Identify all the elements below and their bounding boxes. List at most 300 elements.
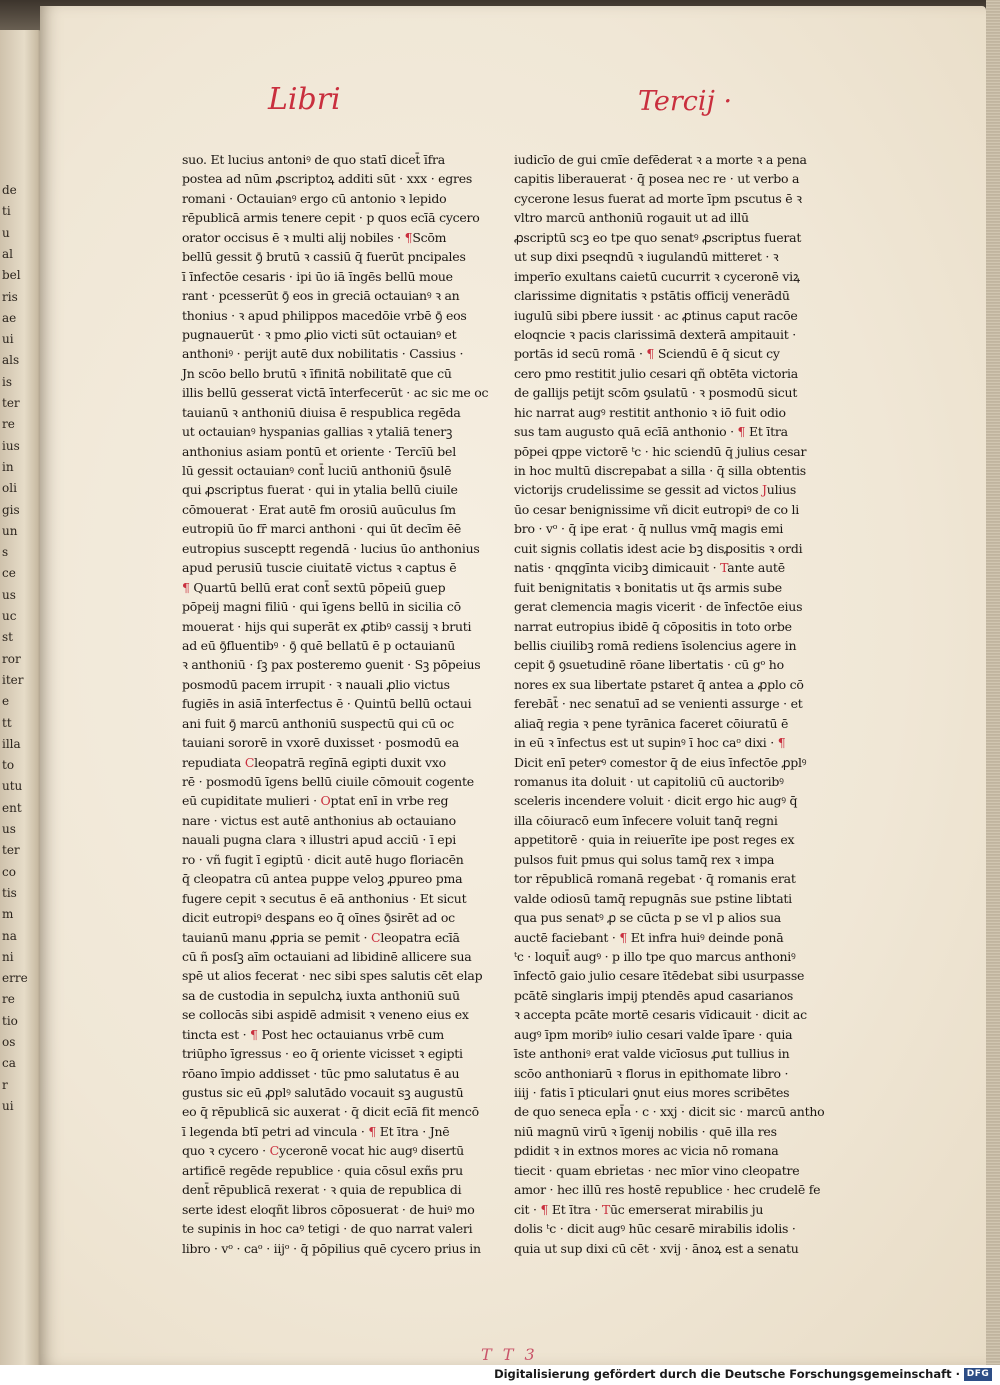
text-line — [182, 150, 450, 169]
text-line — [514, 753, 807, 772]
text-segment: bro · vᵒ · q̄ ipe erat · q̄ nullus vmq̄ magis emi — [514, 521, 784, 537]
text-segment: aliaq̄ regia ꝛ pene tyrānica faceret cōiuratū ē — [514, 715, 789, 731]
text-line — [182, 169, 473, 188]
text-segment: ptat enī in vrbe reg — [330, 793, 449, 809]
text-line — [514, 519, 796, 538]
text-line — [514, 1025, 796, 1044]
digitization-footer — [0, 1365, 1000, 1385]
previous-page-edge — [0, 30, 44, 1370]
text-line — [514, 811, 796, 830]
text-line — [182, 1083, 464, 1102]
left-page-fragment: re — [2, 417, 15, 432]
text-segment: ut sup dixi pseqndū ꝛ iugulandū mitteret · ꝛ — [514, 249, 779, 265]
rubric-mark: ¶ — [182, 579, 190, 595]
text-segment: eloqncie ꝛ pacis clarissimā dexterā ampitauit · — [514, 326, 796, 342]
text-segment: leopatra ecīā — [380, 929, 460, 945]
text-segment: quo ꝛ cycero · — [182, 1143, 270, 1159]
text-segment: tauianū ꝛ anthoniū diuisa ē respublica regēda — [182, 404, 461, 420]
left-page-fragment: st — [2, 630, 13, 645]
text-line — [514, 1044, 796, 1063]
text-segment: pcātē singlaris impij ptendēs apud casarianos — [514, 987, 794, 1003]
text-segment: tor rēpublicā romanā regebat · q̄ romanis erat — [514, 871, 796, 887]
text-line — [514, 655, 796, 674]
text-segment: nores ex sua libertate pstaret q̄ antea a ꝓplo cō — [514, 676, 804, 692]
left-page-fragment: tt — [2, 715, 12, 730]
text-segment: cit · — [514, 1201, 541, 1217]
text-segment: Et ītra · Jnē — [376, 1123, 450, 1139]
left-page-fragment: is — [2, 374, 12, 389]
text-segment: pugnauerūt · ꝛ pmo ꝓlio victi sūt octauianꝰ et — [182, 326, 457, 342]
text-segment: repudiata — [182, 754, 245, 770]
text-segment: gustus sic eū ꝓplꝰ salutādo vocauit sꝫ augustū — [182, 1085, 464, 1100]
text-segment: niū magnū virū ꝛ īgenij nobilis · quē illa res — [514, 1123, 777, 1139]
left-page-fragment: illa — [2, 736, 21, 751]
left-page-fragment: e — [2, 694, 10, 709]
text-line — [182, 947, 472, 966]
text-line — [182, 1200, 475, 1219]
left-page-fragment: co — [2, 864, 16, 879]
text-segment: sceleris incendere voluit · dicit ergo hic augꝰ q̄ — [514, 793, 798, 809]
text-segment: gerat clemencia magis vicerit · de īnfectōe eius — [514, 599, 803, 615]
left-page-fragment: gis — [2, 502, 20, 517]
text-segment: leopatrā regīnā egipti duxit vxo — [254, 754, 446, 770]
text-segment: ꝓscriptū scꝫ eo tpe quo senatꝰ ꝓscriptus fuerat — [514, 229, 802, 245]
text-segment: Et ītra · — [548, 1201, 602, 1217]
text-segment: orator occisus ē ꝛ multi alij nobiles · — [182, 229, 405, 245]
left-page-fragment: iter — [2, 672, 24, 687]
text-line — [182, 539, 480, 558]
text-column-right — [514, 150, 825, 1258]
text-line — [182, 733, 460, 752]
text-segment: hic narrat augꝰ restitit anthonio ꝛ iō fuit odio — [514, 404, 786, 420]
text-line — [182, 1044, 463, 1063]
footer-credit: Digitalisierung gefördert durch die Deutsche Forschungsgemeinschaft · — [494, 1367, 960, 1381]
text-segment: Sciendū ē q̄ sicut cy — [654, 346, 780, 362]
text-line — [182, 617, 472, 636]
text-line — [182, 636, 456, 655]
rubric-mark: C — [244, 754, 255, 770]
text-segment: ani fuit ꝯ̄ marcū anthoniū suspectū qui cū oc — [182, 715, 454, 731]
text-segment: illis bellū gesserat victā īnterfecerūt · ac sic me oc — [182, 385, 489, 401]
text-line — [514, 908, 796, 927]
text-line — [514, 344, 796, 363]
left-page-fragment: oli — [2, 481, 17, 496]
text-segment: fuit benignitatis ꝛ bonitatis ut q̄s armis sube — [514, 579, 782, 595]
text-segment: Dicit enī peterꝰ comestor q̄ de eius īnfectōe ꝓplꝰ — [514, 754, 807, 770]
text-segment: ī legenda btī petri ad vincula · — [182, 1123, 369, 1139]
text-line — [514, 617, 796, 636]
text-line — [514, 1141, 796, 1160]
left-page-fragment: ror — [2, 651, 21, 666]
text-line — [182, 1122, 450, 1141]
text-segment: apud perusiū tuscie ciuitatē victus ꝛ captus ē — [182, 560, 457, 576]
text-segment: te supinis in hoc caꝰ tetigi · de quo narrat valeri — [182, 1221, 473, 1237]
text-segment: se collocās sibi aspidē admisit ꝛ veneno eius ex — [182, 1007, 469, 1023]
text-line — [182, 791, 450, 810]
text-segment: ī īnfectōe cesaris · ipi ūo iā īngēs bellū moue — [182, 268, 453, 284]
running-head-left: Libri — [268, 82, 341, 117]
text-segment: augꝰ īpm moribꝰ iulio cesari valde īpare · quia — [514, 1026, 793, 1042]
text-segment: lū gessit octauianꝰ cont̄ luciū anthoniū ꝯ̄sulē — [182, 463, 452, 478]
left-page-fragment: in — [2, 459, 14, 474]
rubric-mark: ¶ — [777, 735, 786, 751]
text-segment: qua pus senatꝰ ꝓ se cūcta p se vl p alios sua — [514, 910, 781, 926]
rubric-mark: ¶ — [368, 1123, 377, 1139]
text-segment: spē ut alios fecerat · nec sibi spes salutis cēt elap — [182, 968, 483, 984]
text-line — [514, 150, 807, 169]
text-line — [182, 403, 461, 422]
text-segment: pulsos fuit pmus qui solus tamq̄ rex ꝛ impa — [514, 851, 775, 867]
text-segment: cōmouerat · Erat autē fm orosiū auūculus ſm — [182, 501, 456, 517]
text-line — [514, 247, 796, 266]
text-line — [514, 772, 796, 791]
text-segment: Scōm — [412, 229, 447, 245]
text-line — [514, 1239, 799, 1258]
text-segment: dicit eutropiꝰ desꝑans eo q̄ oīnes ꝯ̄sirēt ad oc — [182, 910, 455, 926]
text-segment: yceronē vocat hic augꝰ disertū — [278, 1143, 464, 1159]
text-segment: romani · Octauianꝰ ergo cū antonio ꝛ lepido — [182, 190, 447, 206]
left-page-fragment: u — [2, 225, 10, 240]
left-page-fragment: als — [2, 353, 20, 368]
text-line — [514, 850, 796, 869]
text-line — [182, 208, 480, 227]
text-segment: nauali pugna clara ꝛ illustri apud acciū · ī epi — [182, 832, 456, 848]
left-page-fragment: erre — [2, 971, 28, 986]
text-segment: pdidit ꝛ in extnos mores ac vicia nō romana — [514, 1143, 779, 1159]
text-line — [514, 403, 796, 422]
left-page-fragment: re — [2, 992, 15, 1007]
text-segment: valde odiosū tamq̄ repugnās sue pstine libtati — [514, 890, 792, 906]
text-line — [182, 772, 474, 791]
text-segment: artificē regēde republice · quia cōsul exñs pru — [182, 1162, 463, 1178]
left-page-fragment: al — [2, 246, 13, 261]
text-segment: serte idest eloqñt libros cōposuerat · de huiꝰ mo — [182, 1201, 475, 1217]
text-line — [514, 267, 800, 286]
text-segment: Quartū bellū erat cont̄ sextū pōpeiū guep — [189, 579, 446, 595]
text-line — [182, 461, 450, 480]
text-segment: rē · posmodū īgens bellū ciuile cōmouit cogente — [182, 774, 474, 789]
text-segment: Et ītra — [745, 424, 788, 440]
left-page-fragment: de — [2, 183, 17, 197]
text-line — [514, 1122, 796, 1141]
text-line — [182, 422, 453, 441]
text-segment: q̄ cleopatra cū antea puppe veloꝫ ꝓpureo pma — [182, 871, 463, 887]
left-page-fragment: m — [2, 907, 14, 922]
text-segment: vltro marcū anthoniū rogauit ut ad illū — [514, 210, 749, 226]
text-segment: capitis liberauerat · q̄ posea nec re · ut verbo a — [514, 171, 800, 187]
left-page-fragment: uc — [2, 609, 17, 623]
text-segment: ut octauianꝰ hyspanias gallias ꝛ ytaliā tenerꝫ — [182, 424, 453, 440]
text-line — [182, 1180, 462, 1199]
text-segment: appetitorē · quia in reiuerīte ipe post reges ex — [514, 832, 795, 848]
rubric-mark: ¶ — [619, 929, 628, 945]
text-line — [514, 694, 803, 713]
rubric-mark: J — [762, 482, 767, 498]
left-page-fragment: utu — [2, 779, 23, 794]
text-segment: ad eū ꝯ̄fluentibꝰ · ꝯ̄ quē bellatū ē p octauianū — [182, 637, 456, 653]
text-segment: īste anthoniꝰ erat valde vicīosus ꝓut tullius in — [514, 1046, 790, 1062]
text-segment: eutropiū ūo fr̄ marci anthoni · qui ūt decīm ēē — [182, 521, 462, 537]
text-segment: ᵗc · loquit̄ augꝰ · p illo tpe quo marcus anthoniꝰ — [514, 948, 796, 964]
text-line — [182, 850, 464, 869]
text-line — [182, 558, 457, 577]
text-segment: illa cōiuracō eum īnfecere voluit tanq̄ regni — [514, 812, 778, 828]
text-segment: suo. Et lucius antoniꝰ de quo statī dicet̄ īfra — [182, 152, 445, 167]
left-page-fragment: us — [2, 587, 16, 602]
text-line — [182, 383, 489, 402]
text-segment: fugiēs in asiā īnterfectus ē · Quintū bellū octaui — [182, 696, 472, 712]
text-segment: imperīo exultans caietū cucurrit ꝛ cyceronē viꝝ — [514, 268, 800, 284]
text-segment: clarissime dignitatis ꝛ pstātis officij venerādū — [514, 288, 790, 304]
text-segment: posmodū pacem irrupit · ꝛ nauali ꝓlio victus — [182, 676, 450, 692]
rubric-mark: ¶ — [646, 346, 655, 362]
text-segment: tiecit · quam ebrietas · nec mīor vino cleopatre — [514, 1162, 800, 1178]
text-segment: amor · hec illū res hostē republice · hec crudelē fe — [514, 1182, 821, 1198]
text-line — [514, 1161, 800, 1180]
rubric-mark: T — [720, 560, 728, 576]
rubric-mark: T — [601, 1201, 610, 1217]
text-segment: sus tam augusto quā ecīā anthonio · — [514, 424, 738, 440]
text-line — [514, 442, 807, 461]
left-page-fragment: tio — [2, 1013, 18, 1028]
text-segment: natis · qnqgīnta vicibꝫ dimicauit · — [514, 560, 721, 576]
text-line — [182, 753, 450, 772]
text-segment: ꝛ anthoniū · ſꝫ pax posteremo ꝯuenit · Sꝫ pōpeius — [182, 657, 481, 673]
text-line — [182, 889, 467, 908]
left-page-fragment: ca — [2, 1056, 16, 1071]
text-segment: eū cupiditate mulieri · — [182, 793, 321, 809]
text-line — [182, 966, 483, 985]
text-segment: īnfectō gaio julio cesare ītēdebat sibi usurpasse — [514, 968, 805, 984]
rubric-mark: ¶ — [250, 1026, 258, 1042]
text-segment: eutropius susceptt regendā · lucius ūo anthonius — [182, 540, 480, 556]
text-line — [182, 247, 466, 266]
text-line — [514, 597, 803, 616]
text-segment: auctē faciebant · — [514, 929, 620, 945]
text-segment: ante autē — [727, 560, 785, 576]
text-segment: dent̄ rēpublicā rexerat · ꝛ quia de republica di — [182, 1182, 462, 1198]
text-segment: tauianū manu ꝓpria se pemit · — [182, 929, 371, 945]
text-segment: libro · vᵒ · caᵒ · iijᵒ · q̄ pōpilius quē cycero prius in — [182, 1240, 481, 1256]
left-page-fragment: ni — [2, 949, 14, 964]
rubric-mark: C — [269, 1143, 279, 1159]
rubric-mark: ¶ — [404, 229, 413, 245]
text-line — [514, 539, 803, 558]
left-page-fragment: ris — [2, 289, 18, 304]
text-segment: iudicīo de gui cmīe defēderat ꝛ a morte ꝛ a pena — [514, 152, 807, 167]
text-segment: sa de custodia in sepulchꝝ iuxta anthoniū suū — [182, 987, 460, 1003]
text-segment: anthonius asiam pontū et oriente · Tercīū bel — [182, 443, 456, 459]
left-page-fragment: ce — [2, 566, 16, 581]
text-segment: fugere cepit ꝛ secutus ē eā anthonius · Et sicut — [182, 890, 467, 906]
text-line — [514, 889, 796, 908]
text-line — [182, 442, 456, 461]
left-page-fragment: na — [2, 928, 17, 943]
text-line — [182, 908, 455, 927]
text-segment: pōpeij magni filiū · qui īgens bellū in sicilia cō — [182, 599, 461, 615]
text-segment: eo q̄ rēpublicā sic auxerat · q̄ dicit ecīā fit mencō — [182, 1104, 479, 1120]
left-page-fragment: ius — [2, 438, 20, 453]
text-segment: bellū gessit ꝯ̄ brutū ꝛ cassiū q̄ fuerūt pncipales — [182, 249, 466, 265]
text-line — [182, 228, 450, 247]
left-page-fragment: to — [2, 758, 15, 773]
text-line — [182, 1239, 481, 1258]
left-page-fragment: ae — [2, 310, 17, 325]
text-line — [182, 694, 472, 713]
left-page-fragment: us — [2, 822, 16, 836]
text-line — [182, 830, 456, 849]
left-page-fragment: ui — [2, 1098, 14, 1113]
text-segment: ro · vñ fugit ī egiptū · dicit autē hugo floriacēn — [182, 851, 464, 867]
text-segment: bellis ciuilibꝫ romā rediens īsolencius agere in — [514, 637, 797, 653]
text-line — [514, 306, 796, 325]
text-segment: pōpei qppe victorē ᵗc · hic sciendū q̄ julius cesar — [514, 443, 807, 459]
text-line — [182, 306, 467, 325]
text-segment: rēpublicā armis tenere cepit · p quos ecīā cycero — [182, 210, 480, 226]
text-line — [182, 714, 454, 733]
text-line — [514, 1102, 825, 1121]
text-line — [514, 733, 796, 752]
text-segment: ꝛ accepta pcāte mortē cesaris vīdicauit · dicit ac — [514, 1007, 807, 1023]
text-segment: ūo cesar benignissime vñ dicit eutropiꝰ de co li — [514, 501, 799, 517]
text-line — [182, 1005, 469, 1024]
rubric-mark: ¶ — [540, 1201, 549, 1217]
rubric-mark: O — [320, 793, 331, 809]
text-segment: victorijs crudelissime se gessit ad victos — [514, 482, 763, 498]
text-line — [182, 325, 457, 344]
dfg-logo: DFG — [964, 1368, 992, 1381]
text-line — [514, 364, 796, 383]
left-page-fragment: ti — [2, 204, 11, 219]
text-line — [182, 480, 458, 499]
rubric-mark: ¶ — [737, 424, 746, 440]
text-line — [182, 597, 461, 616]
text-segment: in hoc multū discrepabat a silla · q̄ silla obtentis — [514, 463, 806, 478]
text-line — [514, 558, 796, 577]
text-line — [514, 714, 796, 733]
text-segment: tauiani sororē in vxorē duxisset · posmodū ea — [182, 735, 460, 751]
text-line — [514, 1083, 796, 1102]
text-line — [182, 364, 450, 383]
text-line — [182, 344, 464, 363]
text-line — [514, 208, 796, 227]
left-page-fragment: bel — [2, 268, 21, 283]
text-segment: de quo seneca epl̄a · c · xxj · dicit sic · marcū antho — [514, 1104, 825, 1120]
text-line — [514, 966, 805, 985]
text-line — [182, 1161, 463, 1180]
text-segment: iiij · fatis ī pticulari ꝯnut eius mores scribētes — [514, 1085, 790, 1100]
text-line — [182, 869, 463, 888]
text-segment: Post hec octauianus vrbē cum — [257, 1026, 445, 1042]
text-segment: quia ut sup dixi cū cēt · xvij · ānoꝝ est a senatu — [514, 1240, 799, 1256]
page-fore-edge — [986, 0, 1000, 1365]
text-segment: rant · pcesserūt ꝯ̄ eos in greciā octauianꝰ ꝛ an — [182, 288, 460, 304]
text-segment: qui ꝓscriptus fuerat · qui in ytalia bellū ciuile — [182, 482, 458, 498]
text-line — [182, 655, 481, 674]
text-segment: narrat eutropius ibidē q̄ cōpositis in toto orbe — [514, 618, 792, 634]
left-page-fragment: s — [2, 545, 9, 560]
text-column-left — [182, 150, 489, 1258]
text-segment: ulius — [766, 482, 797, 498]
text-segment: iugulū sibi pbere iussit · ac ꝓtinus caput racōe — [514, 307, 798, 323]
text-line — [182, 811, 456, 830]
text-segment: ferebāt̄ · nec senatuī ad se venienti assurge · et — [514, 696, 803, 712]
text-line — [514, 928, 796, 947]
text-line — [182, 286, 460, 305]
left-page-fragment: r — [2, 1077, 8, 1092]
text-line — [514, 1200, 796, 1219]
left-page-fragment: ter — [2, 396, 20, 410]
left-page-fragment: tis — [2, 885, 17, 900]
text-line — [514, 325, 796, 344]
text-line — [514, 461, 806, 480]
signature-mark: T T 3 — [481, 1345, 538, 1364]
text-line — [514, 500, 799, 519]
left-page-fragment: ter — [2, 843, 20, 858]
text-line — [514, 189, 802, 208]
text-line — [514, 169, 800, 188]
text-segment: mouerat · hijs qui superāt ex ꝓtibꝰ cassij ꝛ bruti — [182, 618, 472, 634]
text-segment: cycerone lesus fuerat ad morte īpm pscutus ē ꝛ — [514, 190, 802, 206]
text-line — [514, 1219, 796, 1238]
text-segment: cuit signis collatis idest acie bꝫ disꝓositis ꝛ ordi — [514, 540, 803, 556]
left-page-fragment: ui — [2, 332, 14, 347]
text-segment: cū ñ posſꝫ aīm octauiani ad libidinē allicere sua — [182, 948, 472, 964]
text-segment: thonius · ꝛ apud philippos macedōie vrbē ꝯ̄ eos — [182, 307, 467, 323]
text-line — [182, 1141, 464, 1160]
text-segment: romanus ita doluit · ut capitoliū cū auctoribꝰ — [514, 774, 784, 789]
text-line — [182, 1219, 473, 1238]
text-line — [182, 928, 460, 947]
text-line — [182, 1064, 460, 1083]
text-line — [514, 480, 796, 499]
text-line — [514, 383, 796, 402]
text-segment: de gallijs petijt scōm ꝯsulatū · ꝛ posmodū sicut — [514, 385, 798, 401]
text-line — [182, 986, 460, 1005]
text-line — [514, 986, 796, 1005]
text-segment: in eū ꝛ īnfectus est ut supinꝰ ī hoc caᵒ dixi · — [514, 735, 778, 751]
text-segment: scōo anthoniarū ꝛ florus in epithomate libro · — [514, 1065, 789, 1081]
text-segment: Et infra huiꝰ deinde ponā — [627, 929, 784, 945]
left-page-fragment: ent — [2, 800, 22, 815]
text-segment: rōano īmpio addisset · tūc pmo salutatus ē au — [182, 1065, 460, 1081]
text-segment: tincta est · — [182, 1026, 251, 1042]
text-line — [514, 636, 796, 655]
rubric-mark: C — [371, 929, 381, 945]
text-segment: anthoniꝰ · perijt autē dux nobilitatis · Cassius · — [182, 346, 464, 362]
text-line — [514, 1005, 807, 1024]
text-line — [514, 869, 796, 888]
text-segment: postea ad nūm ꝓscriptoꝝ additi sūt · xxx · egres — [182, 171, 473, 187]
text-line — [514, 830, 796, 849]
text-line — [182, 189, 450, 208]
text-segment: portās id secū romā · — [514, 346, 647, 362]
text-line — [514, 286, 796, 305]
text-segment: triūpho īgressus · eo q̄ oriente vicisset ꝛ egipti — [182, 1046, 463, 1062]
text-segment: cepit ꝯ̄ ꝯsuetudinē rōane libertatis · cū gᵒ ho — [514, 657, 784, 673]
text-line — [514, 578, 796, 597]
text-line — [182, 500, 456, 519]
text-line — [514, 791, 796, 810]
text-line — [514, 422, 796, 441]
left-page-fragment: un — [2, 523, 18, 538]
text-line — [514, 1180, 821, 1199]
text-line — [182, 519, 462, 538]
text-line — [514, 947, 796, 966]
text-segment: nare · victus est autē anthonius ab octauiano — [182, 812, 456, 828]
text-line — [182, 578, 450, 597]
text-line — [182, 1102, 479, 1121]
